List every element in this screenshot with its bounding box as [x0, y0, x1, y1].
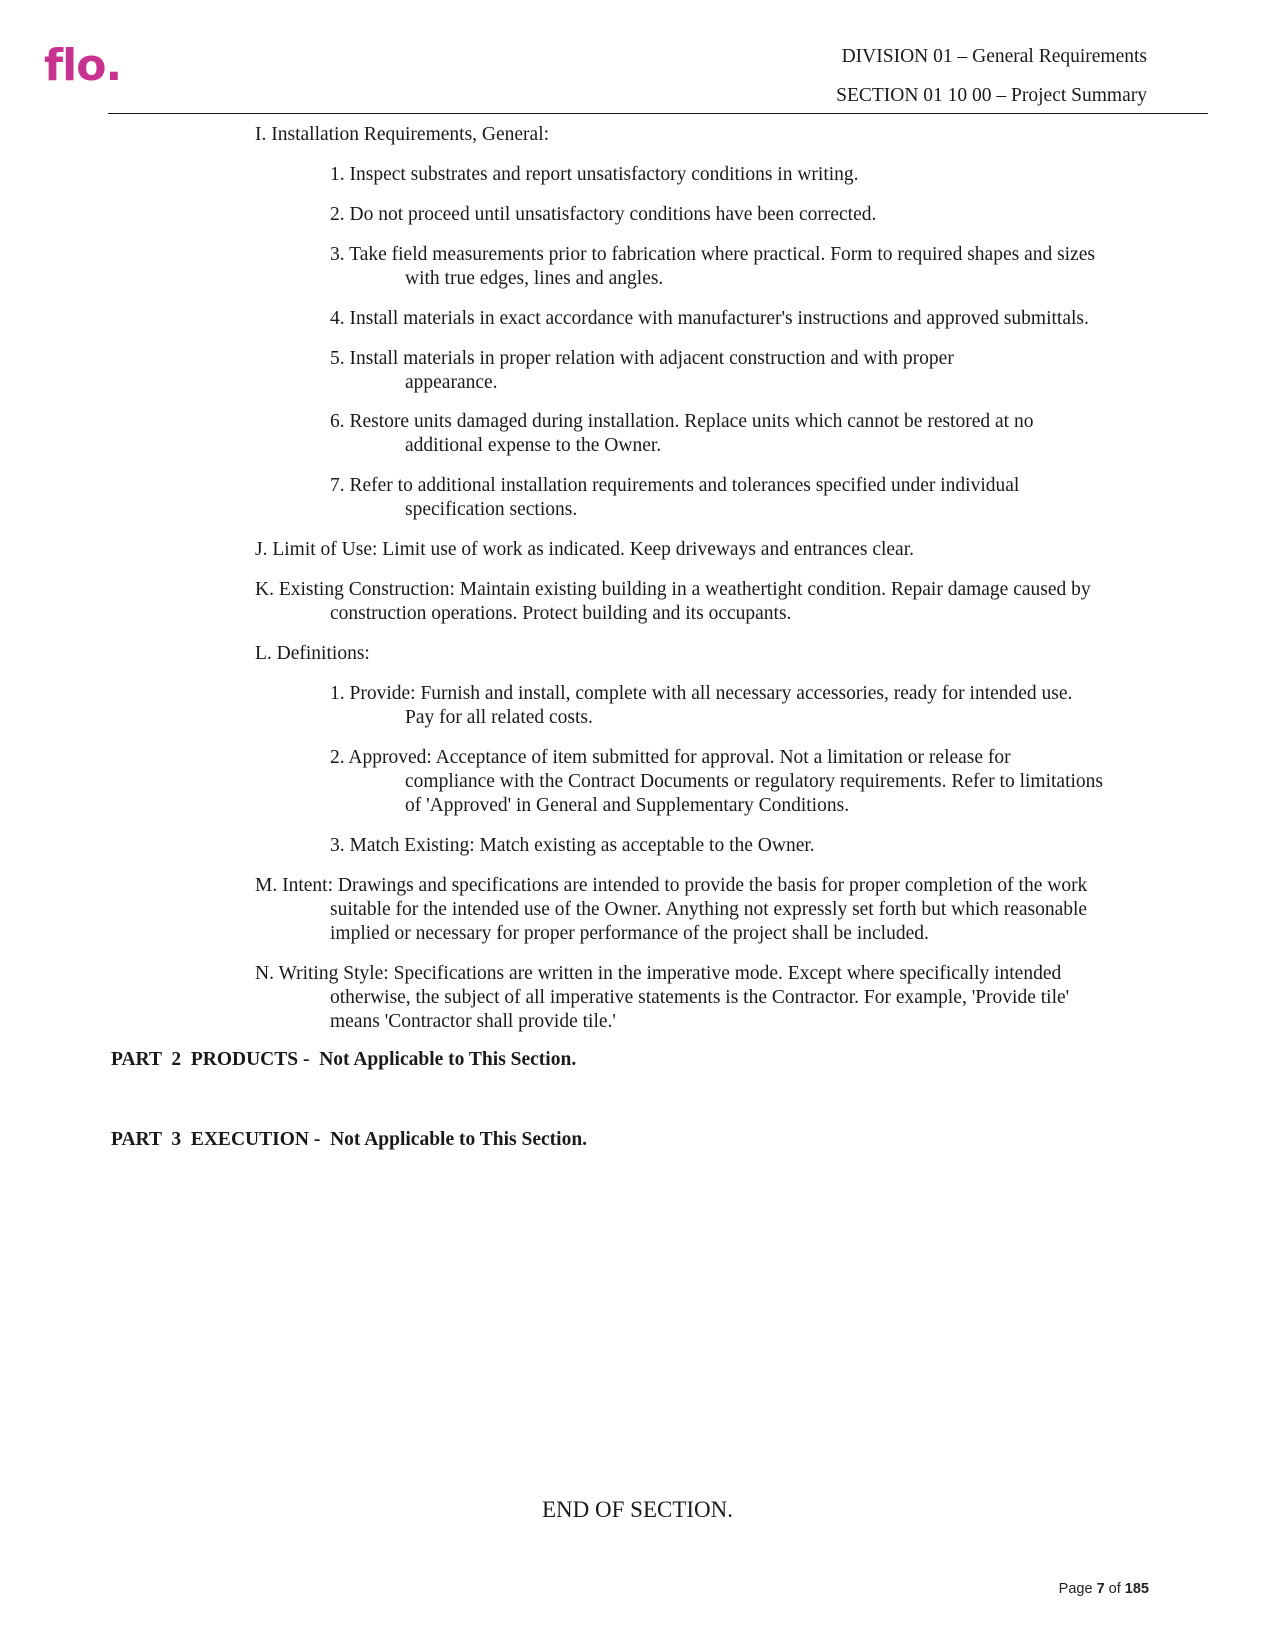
division-title: DIVISION 01 – General Requirements [841, 46, 1147, 67]
item-l-3: 3. Match Existing: Match existing as acceptable to the Owner. [330, 835, 815, 856]
item-i-5 [330, 347, 954, 395]
item-l-2-line1: 2. Approved: Acceptance of item submitted for approval. Not a limitation or release for [330, 747, 1011, 768]
item-i-2: 2. Do not proceed until unsatisfactory conditions have been corrected. [330, 204, 877, 225]
item-i-6 [330, 410, 1033, 458]
item-i-6-line2: additional expense to the Owner. [405, 435, 662, 456]
item-l-1-line1: 1. Provide: Furnish and install, complete with all necessary accessories, ready for intended use. [330, 683, 1073, 704]
item-l-heading: L. Definitions: [255, 643, 370, 664]
end-of-section: END OF SECTION. [541, 1497, 734, 1522]
section-title: SECTION 01 10 00 – Project Summary [836, 85, 1147, 106]
item-k-line2: construction operations. Protect building and its occupants. [330, 603, 792, 624]
item-l-2 [330, 746, 1103, 818]
item-j: J. Limit of Use: Limit use of work as indicated. Keep driveways and entrances clear. [255, 539, 915, 560]
item-i-5-line2: appearance. [405, 372, 498, 393]
item-i-1: 1. Inspect substrates and report unsatisfactory conditions in writing. [330, 164, 859, 185]
page-prefix: Page [1058, 1581, 1097, 1597]
item-k-line1: K. Existing Construction: Maintain existing building in a weathertight condition. Repair damage caused by [255, 579, 1091, 600]
part-2-products: PART 2 PRODUCTS - Not Applicable to This Section. [111, 1049, 577, 1070]
item-l-2-line2: compliance with the Contract Documents or regulatory requirements. Refer to limitations [405, 771, 1104, 792]
item-i-4: 4. Install materials in exact accordance with manufacturer's instructions and approved submittals. [330, 308, 1089, 329]
part-3-execution: PART 3 EXECUTION - Not Applicable to This Section. [111, 1129, 588, 1150]
item-i-7-line1: 7. Refer to additional installation requirements and tolerances specified under individual [330, 475, 1020, 496]
item-i-6-line1: 6. Restore units damaged during installation. Replace units which cannot be restored at no [330, 411, 1034, 432]
page-total: 185 [1124, 1581, 1149, 1597]
item-i-3 [330, 243, 1095, 291]
flo-logo: flo. [44, 40, 122, 91]
item-n-line2: otherwise, the subject of all imperative statements is the Contractor. For example, 'Provide tile' [330, 987, 1070, 1008]
page-of: of [1104, 1581, 1125, 1597]
item-i-3-line1: 3. Take field measurements prior to fabrication where practical. Form to required shapes and sizes [330, 244, 1096, 265]
item-l-1 [330, 682, 1072, 730]
item-m-line2: suitable for the intended use of the Owner. Anything not expressly set forth but which reasonable [330, 899, 1088, 920]
item-l-1-line2: Pay for all related costs. [405, 707, 593, 728]
item-n [255, 962, 1069, 1034]
item-k [255, 578, 1091, 626]
item-m [255, 874, 1087, 946]
item-i-heading: I. Installation Requirements, General: [255, 124, 550, 145]
item-l-2-line3: of 'Approved' in General and Supplementary Conditions. [405, 795, 850, 816]
item-m-line3: implied or necessary for proper performance of the project shall be included. [330, 923, 929, 944]
item-i-3-line2: with true edges, lines and angles. [405, 268, 664, 289]
item-i-5-line1: 5. Install materials in proper relation with adjacent construction and with proper [330, 348, 954, 369]
item-m-line1: M. Intent: Drawings and specifications are intended to provide the basis for proper completion of the work [255, 875, 1088, 896]
page-number [1059, 1581, 1149, 1597]
item-n-line1: N. Writing Style: Specifications are written in the imperative mode. Except where specifically intended [255, 963, 1062, 984]
header-rule [108, 113, 1208, 114]
item-n-line3: means 'Contractor shall provide tile.' [330, 1011, 616, 1032]
item-i-7-line2: specification sections. [405, 499, 578, 520]
page-current: 7 [1096, 1581, 1105, 1597]
item-i-7 [330, 474, 1019, 522]
